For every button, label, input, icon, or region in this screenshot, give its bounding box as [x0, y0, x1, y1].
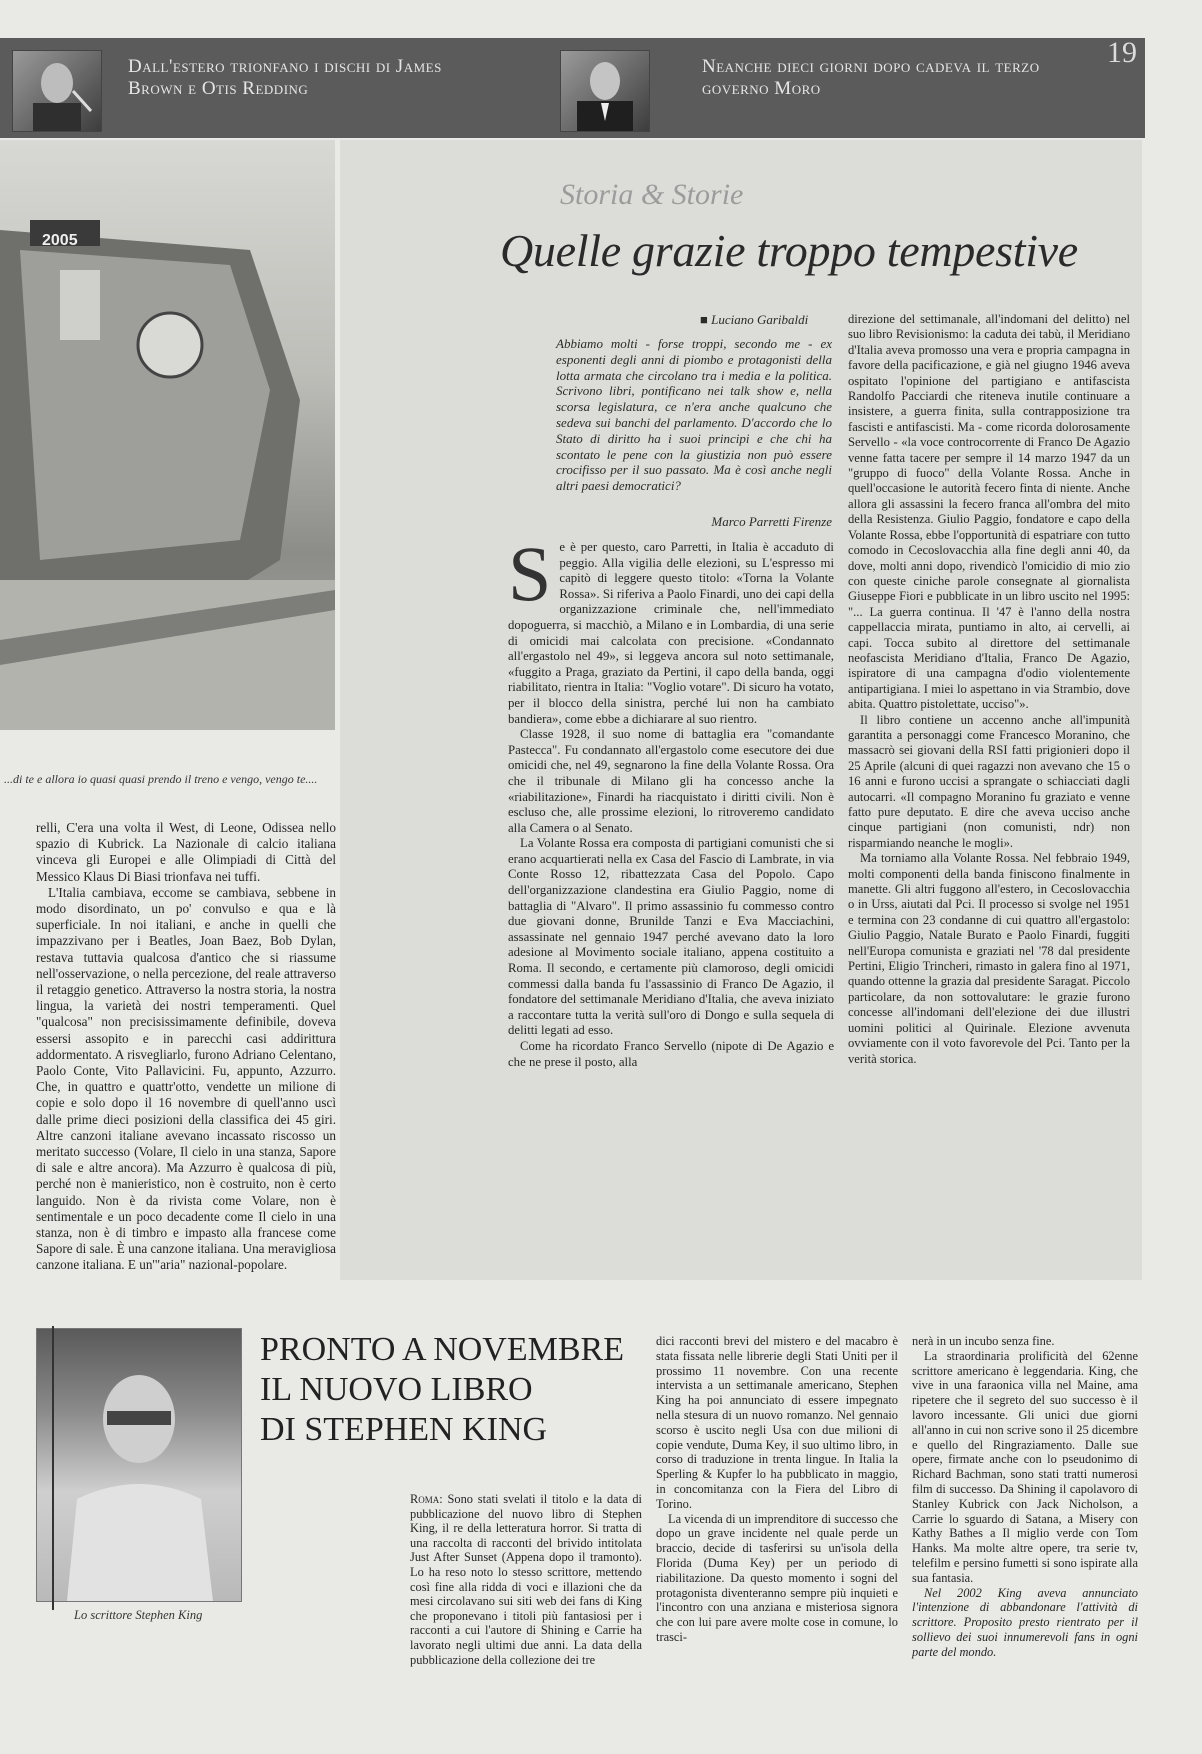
drop-cap: S	[508, 530, 552, 617]
king-headline-line: IL NUOVO LIBRO	[260, 1371, 533, 1408]
dateline: Roma	[410, 1492, 440, 1506]
banner-photo-politician	[560, 50, 650, 132]
king-column-3	[912, 1334, 1138, 1660]
banner-photo-singer	[12, 50, 102, 132]
main-paragraph: La Volante Rossa era composta di partigiani comunisti che si erano acquartierati nella ex Casa del Fascio di Lambrate, in via Conte Rosso 12, ribattezzata Casa del Popolo. Capo dell'organizzazione clandestina era Giulio Paggio, nome di battaglia di "Alvaro". Il primo assassinio fu commesso contro due giovani donne, Brunilde Tanzi e Eva Macciachini, assassinate nel gennaio 1947 perché avevano dato la loro adesione al Movimento sociale italiano, appena costituito a Roma. Il secondo, e certamente più clamoroso, degli omicidi commessi dalla banda fu l'assassinio di Franco De Agazio, il fondatore del settimanale Meridiano d'Italia, che aveva iniziato a raccontare tutta la verità sull'oro di Dongo e sulla sequela di delitti legati ad esso.	[508, 836, 834, 1038]
portrait-icon	[37, 1329, 241, 1601]
dateline-separator: :	[439, 1492, 448, 1506]
left-paragraph: L'Italia cambiava, eccome se cambiava, sebbene in modo disordinato, un po' convulso e qua e là superficiale. In noi italiani, e anche in quelli che impazzivano per i Beatles, Joan Baez, Bob Dylan, restava tuttavia qualcosa d'antico che si riassume nell'osservazione, o nella percezione, del reale attraverso il retaggio genetico. Attraverso la nostra storia, la nostra lingua, la varietà dei nostri temperamenti. Quel "qualcosa" non precisissimamente definibile, doveva essersi assopito e in parecchi casi addirittura addormentato. A risvegliarlo, furono Adriano Celentano, Paolo Conte, Vito Pallavicini. Fu, appunto, Azzurro. Che, in quattro e quattr'otto, vendette un milione di copie e solo dopo il 16 novembre di quell'anno uscì dalle prime dieci posizioni della classifica dei 45 giri. Altre canzoni italiane avevano incassato riscosso un meritato successo (Volare, Il cielo in una stanza, Sapore di sale e altre ancora). Ma Azzurro è qualcosa di più, perché non è manieristico, non è costruito, non è certo languido. Non è da rivista come Volare, non è sentimentale e un poco decadente come Il cielo in una stanza, non è di timbro e impasto alla francese come Sapore di sale. È una canzone italiana. Una meravigliosa canzone italiana. E un'"aria" nazional-popolare.	[36, 884, 336, 1273]
king-photo-caption: Lo scrittore Stephen King	[74, 1608, 203, 1622]
main-paragraph: e è per questo, caro Parretti, in Italia è accaduto di peggio. Alla vigilia delle elezioni, su L'espresso mi capitò di leggere questo titolo: «Torna la Volante Rossa». Si riferiva a Paolo Finardi, uno dei capi della organizzazione criminale che, nell'immediato dopoguerra, si macchiò, a Milano e in Lombardia, di una serie di omicidi mai calcolata con precisione. «Condannato all'ergastolo nel 49», si leggeva ancora sul noto settimanale, «fuggito a Praga, graziato da Pertini, il capo della banda, oggi riabilitato, rientra in Italia: "Voglio votare". Di sicuro ha votato, per il blocco della sinistra, perché lui non ha cambiato bandiera», come ebbe a dichiarare al suo rientro.	[508, 540, 834, 726]
main-paragraph: Ma torniamo alla Volante Rossa. Nel febbraio 1949, molti componenti della banda finiscono finalmente in manette. Gli altri fuggono all'estero, in Cecoslovacchia o in Urss, aiutati dal Pci. Il processo si svolge nel 1951 e termina con 23 condanne di cui quattro all'ergastolo: Giulio Paggio, Natale Burato e Paolo Finardi, fuggiti nell'Europa comunista e graziati nel '78 dal presidente Pertini, Eligio Trincheri, rimasto in galera fino al 1971, quando ottenne la grazia dal presidente Saragat. Piccolo particolare, da non sottovalutare: le grazie furono concesse all'indomani dell'elezione dei due illustri uomini politici al Quirinale. Elezione avvenuta ovviamente con il voto favorevole del Pci. Tanto per la verità storica.	[848, 851, 1130, 1066]
left-paragraph: relli, C'era una volta il West, di Leone, Odissea nello spazio di Kubrick. La Nazionale di calcio italiana vinceva gli Europei e alle Olimpiadi di Città del Messico Klaus Di Biasi trionfava nei tuffi.	[36, 820, 336, 884]
politician-photo-icon	[561, 51, 649, 131]
locomotive-number: 2005	[42, 232, 78, 249]
section-banner	[0, 38, 1145, 138]
main-column-1	[508, 530, 834, 1070]
train-photo-caption: ...di te e allora io quasi quasi prendo il treno e vengo, vengo te....	[4, 772, 318, 786]
king-paragraph: Nel 2002 King aveva annunciato l'intenzione di abbandonare l'attività di scrittore. Proposito presto rientrato per il sollievo dei suoi innumerevoli fans in ogni parte del mondo.	[912, 1585, 1138, 1659]
main-column-2	[848, 312, 1130, 1067]
locomotive-icon	[0, 140, 335, 730]
banner-left-text: Dall'estero trionfano i dischi di James Brown e Otis Redding	[128, 56, 442, 99]
article-byline: ■ Luciano Garibaldi	[700, 312, 809, 327]
photo-rule	[52, 1326, 54, 1610]
article-headline: Quelle grazie troppo tempestive	[500, 225, 1078, 276]
king-paragraph: nerà in un incubo senza fine.	[912, 1334, 1055, 1348]
king-paragraph: La straordinaria prolificità del 62enne scrittore americano è leggendaria. King, che vive in una faraonica villa nel Maine, ama ripetere che il segreto del suo successo è il lavoro incessante. Gli unici due giorni all'anno in cui non scrive sono il 25 dicembre e quello del Ringraziamento. Dalle sue opere, firmate anche con lo pseudonimo di Richard Bachman, sono stati tratti numerosi film di successo. Da Shining il capolavoro di Stanley Kubrick con Jack Nicholson, a Carrie lo sguardo di Satana, a Misery con Kathy Bathes a Il miglio verde con Tom Hanks. Ma molte altre opere, tra serie tv, telefilm e persino fumetti si sono ispirate alla sua fantasia.	[912, 1348, 1138, 1585]
page-number: 19	[1107, 36, 1137, 69]
king-column-1	[410, 1492, 642, 1667]
king-paragraph: La vicenda di un imprenditore di successo che dopo un grave incidente nel quale perde un braccio, decide di tasferirsi su un'isola della Florida (Duma Key) per un periodo di riabilitazione. Da questo momento i sogni del protagonista diventeranno sempre più inquieti e l'incontro con una anziana e misteriosa signora che con lui pare avere molte cose in comune, lo trasci-	[656, 1511, 898, 1644]
king-paragraph: dici racconti brevi del mistero e del macabro è stata fissata nelle librerie degli Stati Uniti per il prossimo 11 novembre. Con una recente intervista a un settimanale americano, Stephen King ha poi annunciato di essere impegnato nella stesura di un nuovo romanzo. Nel gennaio scorso è uscito negli Usa con due milioni di copie vendute, Duma Key, il suo ultimo libro, in corso di traduzione in trenta lingue. In Italia la Sperling & Kupfer lo ha pubblicato in maggio, in concomitanza con la Fiera del Libro di Torino.	[656, 1334, 898, 1511]
king-paragraph: Sono stati svelati il titolo e la data di pubblicazione del nuovo libro di Stephen King, il re della letteratura horror. Si tratta di una raccolta di racconti del brivido intitolata Just After Sunset (Appena dopo il tramonto). Lo ha reso noto lo stesso scrittore, mettendo così fine alla ridda di voci e illazioni che da mesi circolavano sui siti web dei fans di King che proponevano i titoli più fantasiosi per i racconti a cui l'autore di Shining e Carrie ha lavorato negli ultimi due anni. La data della pubblicazione della collezione dei tre	[410, 1492, 643, 1667]
train-photo	[0, 140, 335, 730]
king-headline	[260, 1330, 640, 1450]
article-kicker: Storia & Storie	[560, 178, 744, 211]
king-column-2	[656, 1334, 898, 1645]
stephen-king-photo	[36, 1328, 242, 1602]
main-paragraph: direzione del settimanale, all'indomani del delitto) nel suo libro Revisionismo: la caduta dei tabù, il Meridiano d'Italia aveva promosso una vera e propria campagna in favore della pacificazione, e già nel giugno 1946 aveva ospitato l'opinione del partigiano e antifascista Randolfo Pacciardi che riteneva inutile continuare a insistere, a guerra finita, sulla contrapposizione tra fascisti e antifascisti. Ma - come ricorda dolorosamente Servello - «la voce controcorrente di Franco De Agazio venne fatta tacere per sempre il 14 marzo 1947 da un "gruppo di fuoco" della Volante Rossa. Anche in quell'occasione le autorità fecero finta di niente. Anche allora gli assassini la fecero franca all'ombra del mito della Resistenza. Giulio Paggio, fondatore e capo della Volante Rossa, ebbe l'opportunità di espatriare con tutto comodo in Cecoslovacchia alla fine degli anni 40, da dove, molti anni dopo, rivendicò l'omicidio di mio zio con queste ciniche parole consegnate al giornalista Giuseppe Fiori e pubblicate in un libro uscito nel 1995: "... La guerra continua. Il '47 è l'anno della nostra cappellaccia mirata, puntiamo in alto, ai cervelli, ai capi. Tocca subito al direttore del settimanale neofascista Meridiano d'Italia, Franco De Agazio, ispiratore di una campagna d'odio violentemente antipartigiana. I miei lo aspettano in via Strambio, dove abita. Quattro pistolettate, ucciso"».	[848, 312, 1130, 712]
left-column-text	[36, 820, 336, 1274]
king-headline-line: PRONTO A NOVEMBRE	[260, 1331, 624, 1368]
king-headline-line: DI STEPHEN KING	[260, 1411, 548, 1448]
singer-photo-icon	[13, 51, 101, 131]
banner-right-text: Neanche dieci giorni dopo cadeva il terzo governo Moro	[702, 56, 1040, 99]
letter-signature: Marco Parretti Firenze	[711, 514, 832, 529]
main-paragraph: Il libro contiene un accenno anche all'impunità garantita a personaggi come Francesco Moranino, che massacrò sei giovani della RSI fatti prigionieri dopo il 25 Aprile (alcuni di quei ragazzi non avevano che 15 o 16 anni e furono uccisi a sprangate o schiacciati dagli autocarri. «Il compagno Moranino fu graziato e venne fatto pure deputato. E dire che aveva ucciso anche cinque partigiani (non comunisti, ndr) non risparmiando neanche le mogli».	[848, 712, 1130, 850]
main-paragraph: Come ha ricordato Franco Servello (nipote di De Agazio e che ne prese il posto, alla	[508, 1039, 834, 1069]
reader-letter: Abbiamo molti - forse troppi, secondo me - ex esponenti degli anni di piombo e protagonisti della lotta armata che circolano tra i media e la politica. Scrivono libri, pontificano nei talk show e, nella scorsa legislatura, ce n'era anche qualcuno che sedeva sui banchi del parlamento. D'accordo che lo Stato di diritto ha i suoi principi e che chi ha scontato le pene con la giustizia non può essere crocifisso per il suo passato. Ma è così anche negli altri paesi democratici?	[556, 336, 832, 494]
main-paragraph: Classe 1928, il suo nome di battaglia era "comandante Pastecca". Fu condannato all'ergastolo come esecutore dei due omicidi che, nel 49, segnarono la fine della Volante Rossa. Ora che il tribunale di Milano gli ha concesso anche la «riabilitazione», Finardi ha riacquistato i diritti civili. Non è escluso che, alle prossime elezioni, lo ritroveremo candidato alla Camera o al Senato.	[508, 727, 834, 835]
